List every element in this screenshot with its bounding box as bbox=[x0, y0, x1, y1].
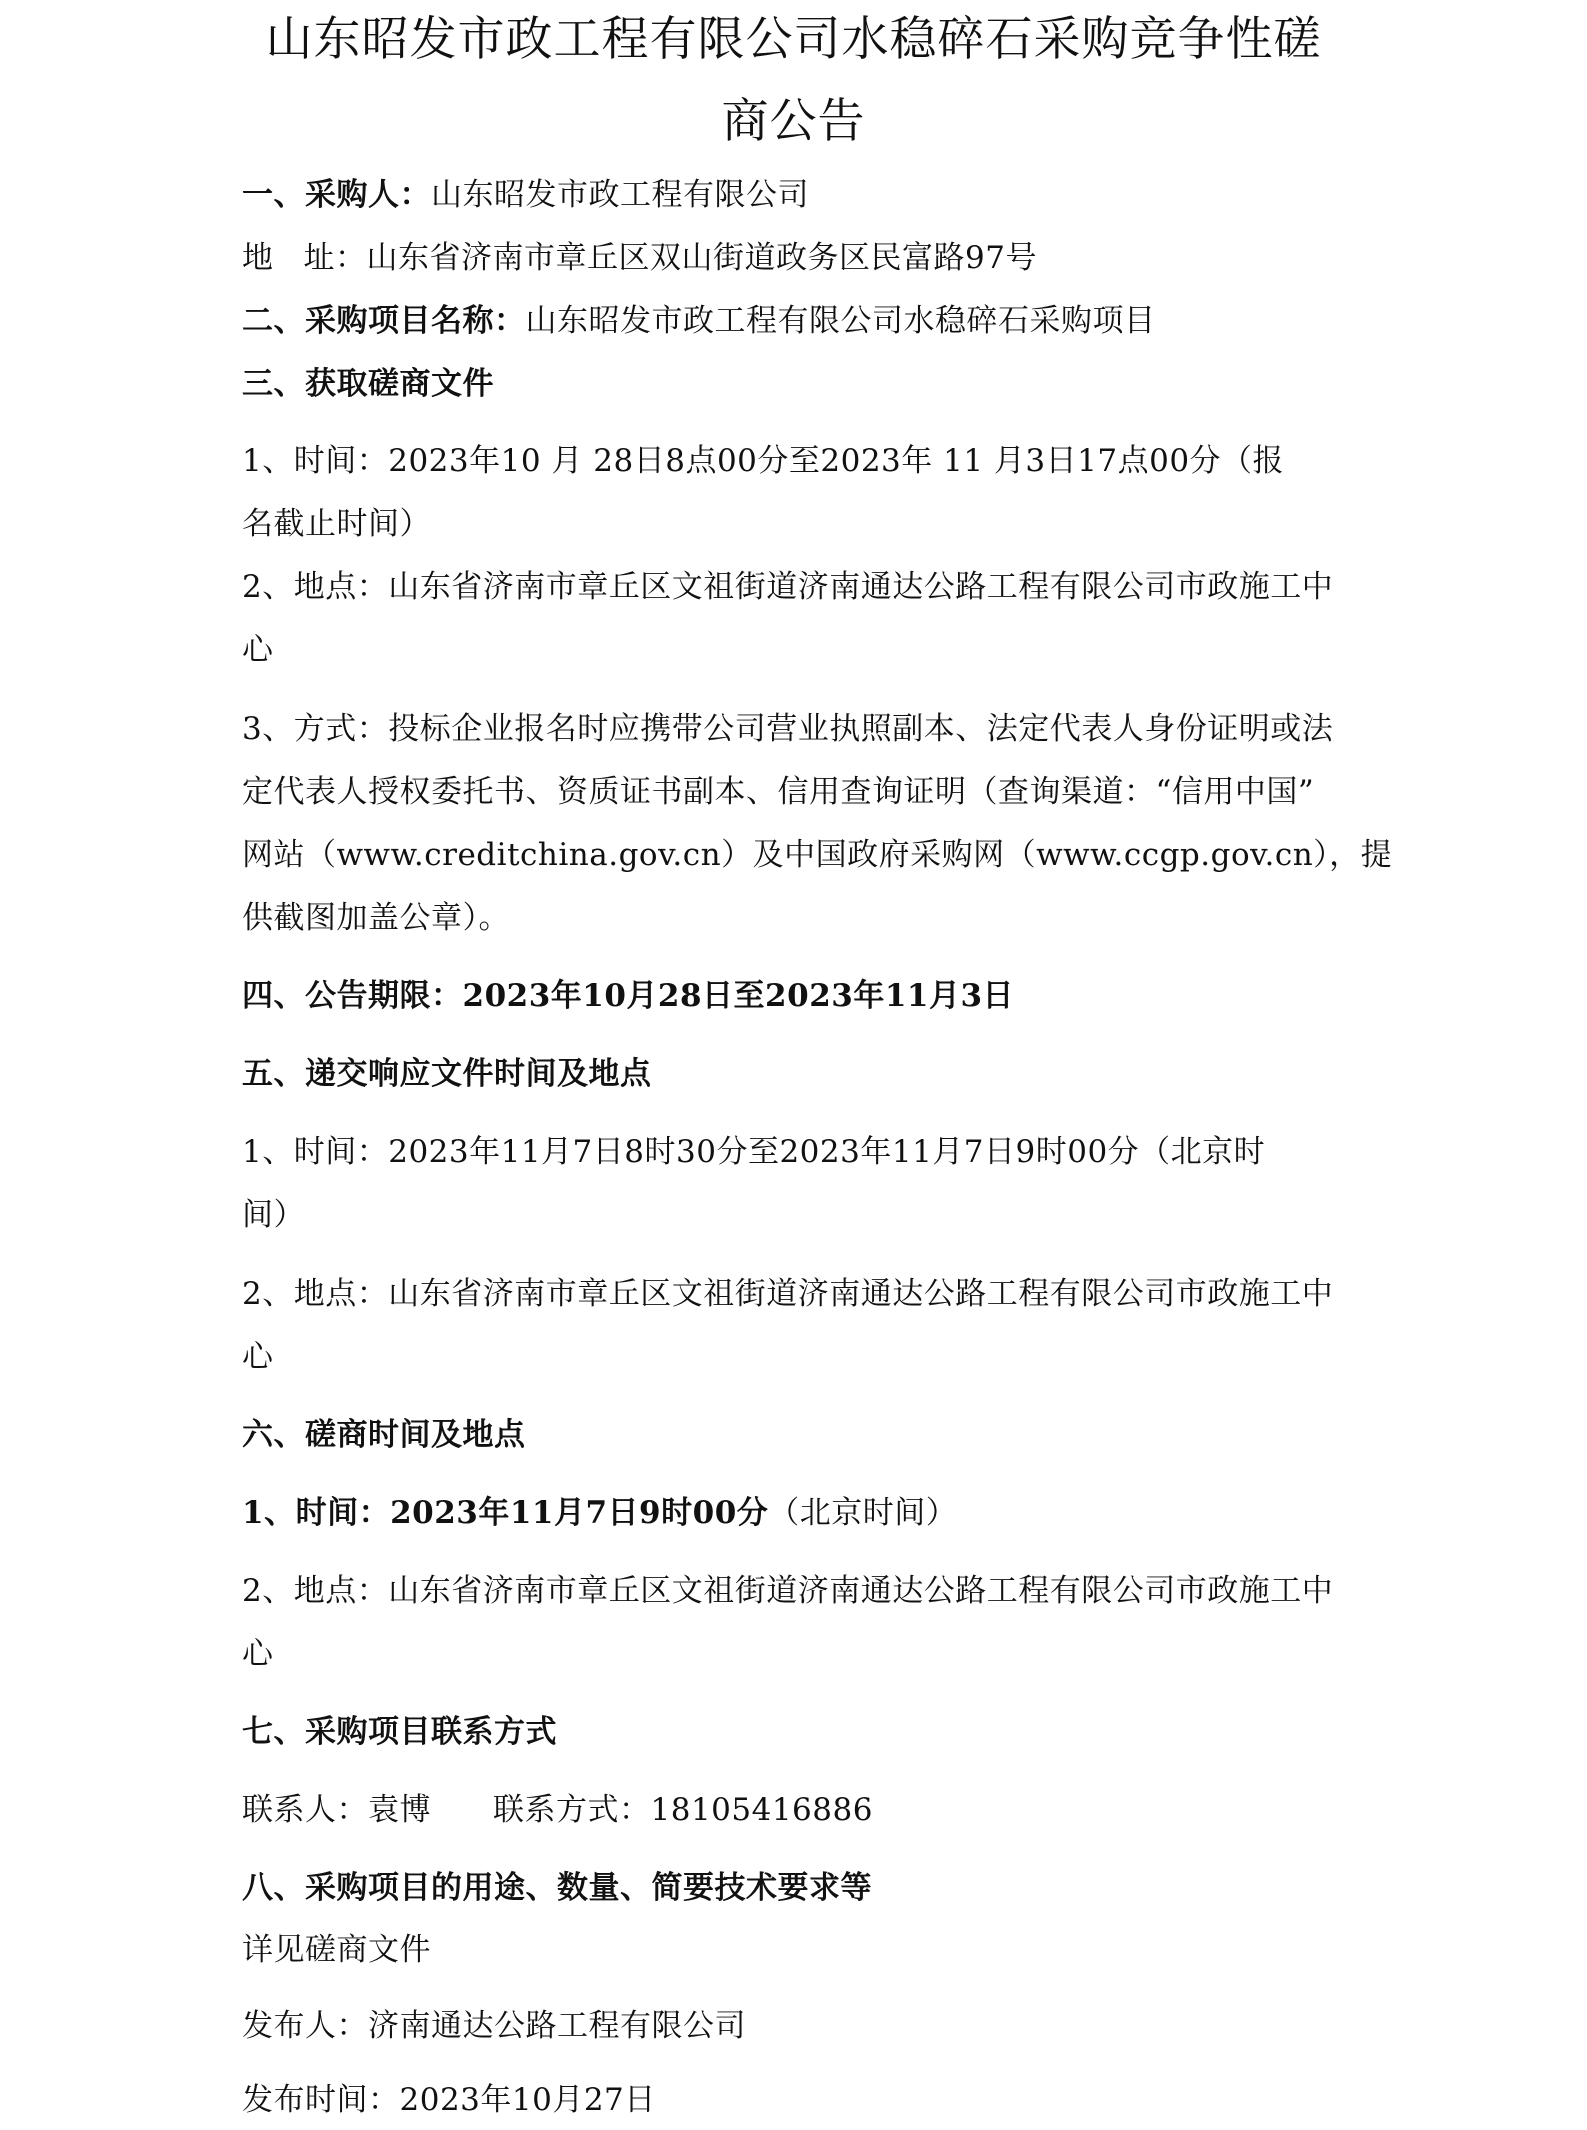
document-title-line-2: 商公告 bbox=[721, 94, 866, 149]
obtain-method-line-2: 定代表人授权委托书、资质证书副本、信用查询证明（查询渠道：“信用中国” bbox=[242, 774, 1315, 810]
publish-date-line bbox=[242, 2080, 1352, 2120]
section-3-heading: 三、获取磋商文件 bbox=[242, 366, 494, 402]
publisher-line bbox=[242, 2006, 1352, 2046]
section-6-heading: 六、磋商时间及地点 bbox=[242, 1417, 526, 1453]
obtain-time-line-1: 1、时间：2023年10 月 28日8点00分至2023年 11 月3日17点00分（报 bbox=[242, 443, 1285, 479]
section-8-heading: 八、采购项目的用途、数量、简要技术要求等 bbox=[242, 1870, 872, 1906]
purchaser-address: 山东省济南市章丘区双山街道政务区民富路97号 bbox=[366, 240, 1037, 276]
address-label-part-1: 地 bbox=[242, 240, 274, 276]
document-title-line-1: 山东昭发市政工程有限公司水稳碎石采购竞争性磋 bbox=[265, 12, 1322, 67]
contact-phone: 18105416886 bbox=[650, 1792, 873, 1828]
submission-time-line-2: 间） bbox=[242, 1197, 305, 1233]
section-1-heading: 一、采购人： bbox=[242, 177, 431, 213]
section-7-heading: 七、采购项目联系方式 bbox=[242, 1714, 557, 1750]
negotiation-time-note: （北京时间） bbox=[768, 1495, 958, 1531]
submission-time-line-1: 1、时间：2023年11月7日8时30分至2023年11月7日9时00分（北京时 bbox=[242, 1134, 1266, 1170]
project-name-line bbox=[242, 301, 1352, 341]
negotiation-time: 1、时间：2023年11月7日9时00分 bbox=[242, 1495, 769, 1531]
obtain-method-line-3: 网站（www.creditchina.gov.cn）及中国政府采购网（www.ccgp.gov.cn），提 bbox=[242, 837, 1393, 873]
submission-place-line-2: 心 bbox=[242, 1339, 274, 1375]
address-line bbox=[242, 238, 1352, 278]
contact-label: 联系人： bbox=[242, 1792, 368, 1828]
purchaser-line bbox=[242, 175, 1352, 215]
section-4-heading: 四、公告期限： bbox=[242, 978, 463, 1014]
section-8-detail: 详见磋商文件 bbox=[242, 1932, 431, 1968]
section-2-heading: 二、采购项目名称： bbox=[242, 303, 526, 339]
address-label-part-2: 址： bbox=[303, 240, 367, 276]
obtain-place-line-1: 2、地点：山东省济南市章丘区文祖街道济南通达公路工程有限公司市政施工中 bbox=[242, 569, 1334, 605]
publish-date-label: 发布时间： bbox=[242, 2082, 400, 2118]
submission-place-line-1: 2、地点：山东省济南市章丘区文祖街道济南通达公路工程有限公司市政施工中 bbox=[242, 1276, 1334, 1312]
obtain-time-line-2: 名截止时间） bbox=[242, 506, 431, 542]
publish-date: 2023年10月27日 bbox=[399, 2082, 656, 2118]
obtain-place-line-2: 心 bbox=[242, 632, 274, 668]
purchaser-name: 山东昭发市政工程有限公司 bbox=[431, 177, 809, 213]
contact-name: 袁博 bbox=[368, 1792, 431, 1828]
obtain-method-line-4: 供截图加盖公章）。 bbox=[242, 900, 510, 936]
section-5-heading: 五、递交响应文件时间及地点 bbox=[242, 1056, 652, 1092]
publisher-name: 济南通达公路工程有限公司 bbox=[368, 2008, 746, 2044]
negotiation-place-line-1: 2、地点：山东省济南市章丘区文祖街道济南通达公路工程有限公司市政施工中 bbox=[242, 1573, 1334, 1609]
publisher-label: 发布人： bbox=[242, 2008, 368, 2044]
phone-label: 联系方式： bbox=[493, 1792, 651, 1828]
negotiation-time-line bbox=[242, 1493, 1352, 1533]
obtain-method-line-1: 3、方式：投标企业报名时应携带公司营业执照副本、法定代表人身份证明或法 bbox=[242, 711, 1334, 747]
contact-line bbox=[242, 1790, 1352, 1830]
negotiation-place-line-2: 心 bbox=[242, 1636, 274, 1672]
project-name: 山东昭发市政工程有限公司水稳碎石采购项目 bbox=[525, 303, 1156, 339]
announcement-period-line bbox=[242, 976, 1352, 1016]
announcement-period: 2023年10月28日至2023年11月3日 bbox=[462, 978, 1015, 1014]
